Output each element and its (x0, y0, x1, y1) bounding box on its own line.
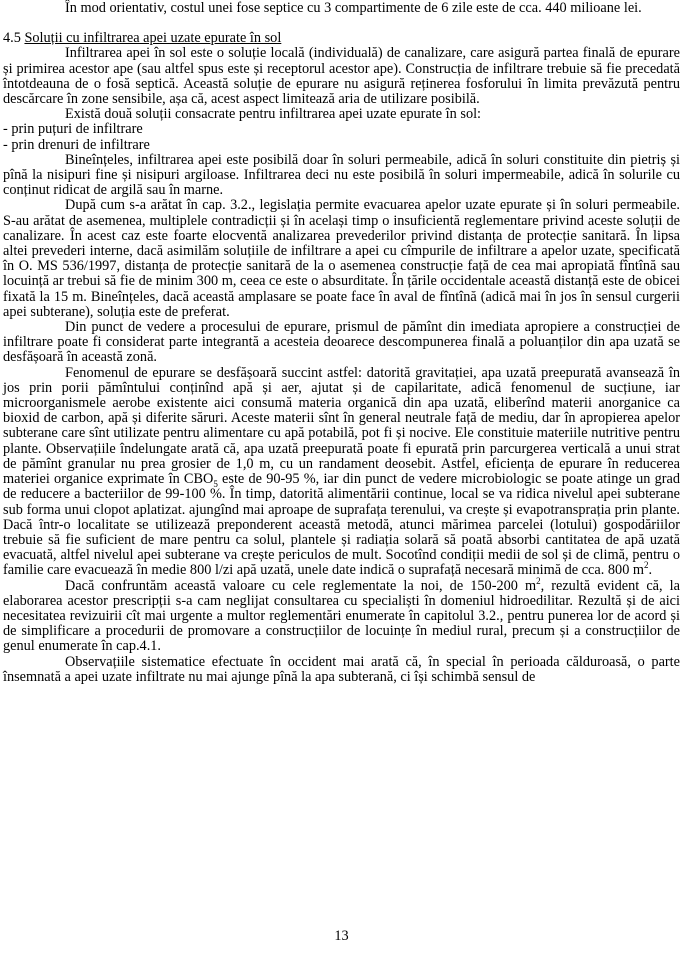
paragraph-phenomenon (3, 366, 680, 579)
text-run: . (648, 562, 653, 579)
superscript: 2 (536, 575, 541, 586)
paragraph-two-solutions: Există două soluții consacrate pentru infiltrarea apei uzate epurate în sol: (65, 106, 482, 123)
paragraph-observations: Observațiile sistematice efectuate în occident mai arată că, în special în perioada călduroasă, o parte însemnată a apei uzate infiltrate nu mai ajunge pînă la apa subterană, ci își schimbă sensul de (3, 653, 680, 685)
text-run: , rezultă evident că, la elaborarea acestor prescripții s-a cam neglijat consultarea cu specialiști în domeniul hidroedilitar. Rezultă și de aici necesitatea revizuirii cît mai urgente a multor reglementări enumerate în capitolul 3.2., pentru punerea lor de acord și de simplificare a procedurii de promovare a construcțiilor de locuințe în mediul rural, precum și a construcțiilor de genul enumerate în cap.4.1. (3, 577, 680, 655)
paragraph-comparison (3, 575, 680, 655)
section-title: Soluții cu infiltrarea apei uzate epurate în sol (24, 30, 282, 47)
paragraph-cost: În mod orientativ, costul unei fose septice cu 3 compartimente de 6 zile este de cca. 440 milioane lei. (65, 0, 642, 16)
text-run: Fenomenul de epurare se desfășoară succint astfel: datorită gravitației, apa uzată preepurată avansează în jos prin porii pămîntului conținînd apă și aer, ajutat și de capilaritate, adică fenomenul de sucțiune, iar microorganismele aerobe existente aici consumă materia organică din apa uzată, eliberînd materii anorganice ca bioxid de carbon, apă și diferite săruri. Aceste materii sînt în general neutrale față de mediu, dar în apropierea apelor subterane care sînt utilizate pentru alimentare cu apă potabilă, pot fi și nocive. Ele constituie materiile nutritive pentru plante. Observațiile îndelungate arată că, apa uzată preepurată poate fi epurată prin parcurgerea verticală a unui strat de pămînt granular nu prea grosier de 1,0 m, cu un randament deosebit. Astfel, eficiența de epurare în reducerea materiei organice exprimate în CBO (3, 364, 680, 488)
section-heading (3, 31, 680, 46)
list-item-drains: - prin drenuri de infiltrare (3, 136, 150, 153)
section-number: 4.5 (3, 30, 21, 47)
paragraph-infiltration-intro: Infiltrarea apei în sol este o soluție locală (individuală) de canalizare, care asigură partea finală de epurare și primirea acestor ape (sau altfel spus este și receptorul acestor ape). Construcția de infiltrare trebuie să fie precedată întotdeauna de o fosă septică. Această soluție de epurare nu asigură reținerea fosforului în limita prevăzută pentru descărcare în zone sensibile, așa că, acest aspect limitează aria de utilizare posibilă. (3, 45, 680, 108)
paragraph-permeable-soils: Bineînțeles, infiltrarea apei este posibilă doar în soluri permeabile, adică în soluri constituite din pietriș și pînă la nisipuri fine și nisipuri argiloase. Infiltrarea deci nu este posibilă în soluri impermeabile, adică în solurile cu conținut ridicat de argilă sau în marne. (3, 151, 680, 199)
document-page (3, 1, 680, 685)
list-item-wells: - prin puțuri de infiltrare (3, 121, 143, 138)
paragraph-legislation: După cum s-a arătat în cap. 3.2., legislația permite evacuarea apelor uzate epurate și în soluri permeabile. S-au arătat de asemenea, multiplele contradicții și în același timp o insuficientă reglementare privind aceste soluții de canalizare. În acest caz este foarte elocventă analizarea prevederilor privind distanța de protecție sanitară. În lipsa altei prevederi interne, dacă asimilăm soluțiile de infiltrare a apei cu cîmpurile de infiltrare a apelor uzate, specificată în O. MS 536/1997, distanța de protecție sanitară de la o asemenea construcție față de cea mai apropiată fîntînă sau locuință ar trebui să fie de minim 300 m, ceea ce este o absurditate. În țările occidentale această distanță este de obicei fixată la 15 m. Bineînțeles, dacă această amplasare se poate face în aval de fîntînă (adică mai în jos în sensul curgerii apei subterane), soluția este de preferat. (3, 197, 680, 320)
superscript: 2 (644, 560, 649, 571)
paragraph-process: Din punct de vedere a procesului de epurare, prismul de pămînt din imediata apropiere a construcției de infiltrare poate fi considerat parte integrantă a acesteia deoarece descompunerea finală a poluanților din apa uzată se desfășoară în această zonă. (3, 319, 680, 366)
text-run: este de 90-95 %, iar din punct de vedere microbiologic se poate atinge un grad de reducere a bacteriilor de 99-100 %. În timp, datorită alimentării continue, local se va ridica nivelul apei subterane sub forma unui clopot aplatizat. ajungînd mai aproape de suprafața terenului, va crește și evapotransprația prin plante. Dacă într-o localitate se utilizează preponderent această metodă, atunci mărimea parcelei (lotului) gospodăriilor trebuie să fie suficient de mare pentru ca solul, plantele și radiația solară să poată absorbi cantitatea de apă uzată evacuată, altfel nivelul apei subterane va crește periculos de mult. Socotînd condiții medii de sol și de climă, pentru o familie care evacuează în medie 800 l/zi apă uzată, unele date indică o suprafață necesară minimă de cca. 800 m (3, 471, 680, 579)
page-number: 13 (334, 928, 349, 944)
subscript: 5 (213, 478, 218, 489)
text-run: Dacă confruntăm această valoare cu cele reglementate la noi, de 150-200 m (65, 577, 537, 594)
